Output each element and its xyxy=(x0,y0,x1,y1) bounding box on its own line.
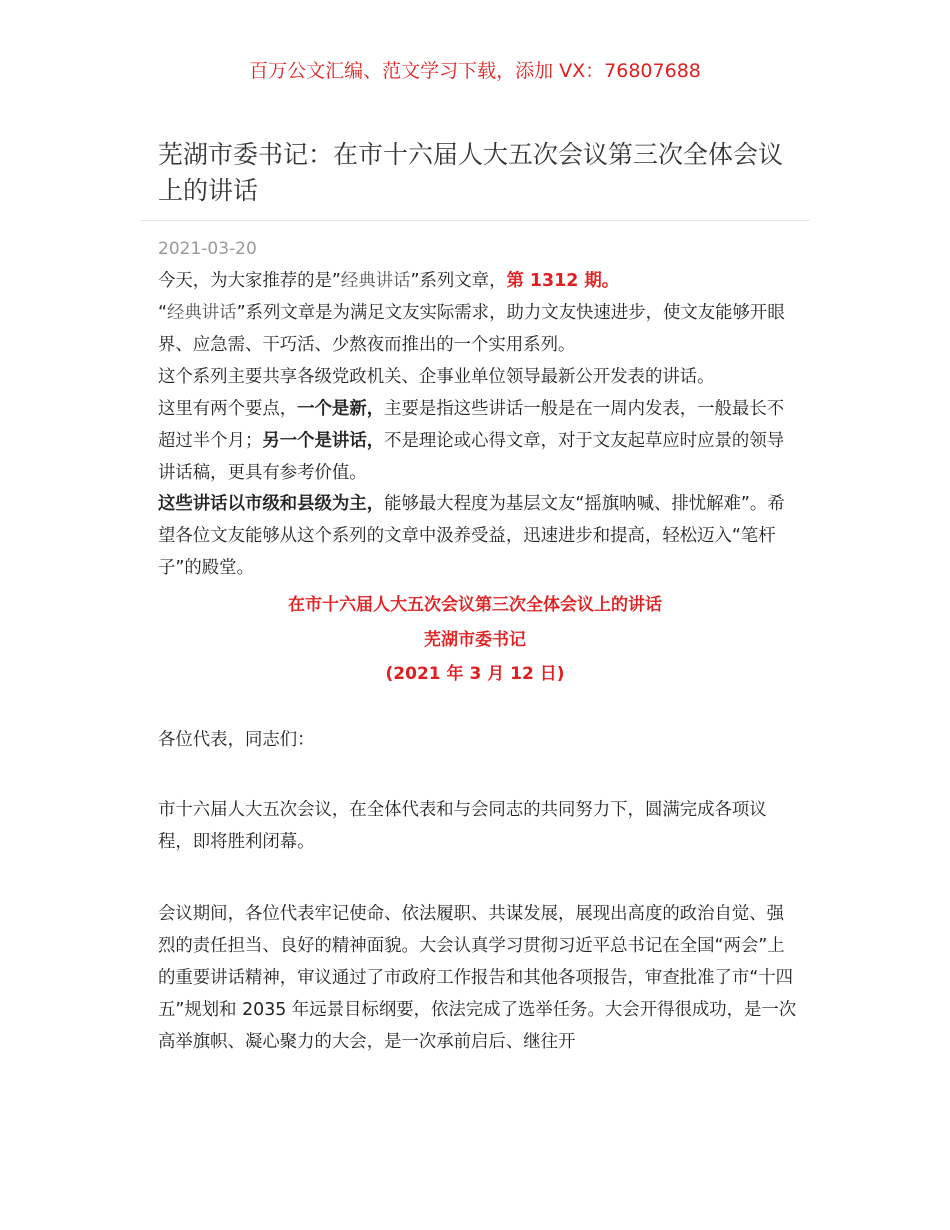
speech-speaker: 芜湖市委书记 xyxy=(424,630,526,650)
title-divider xyxy=(140,220,810,221)
issue-number: 第 1312 期。 xyxy=(506,271,620,291)
promo-banner: 百万公文汇编、范文学习下载，添加 VX：76807688 xyxy=(249,60,701,82)
speech-paragraph-2: 会议期间，各位代表牢记使命、依法履职、共谋发展，展现出高度的政治自觉、强烈的责任担当、良好的精神面貌。大会认真学习贯彻习近平总书记在全国“两会”上的重要讲话精神，审议通过了市政府工作报告和其他各项报告，审查批准了市“十四五”规划和 2035 年远景目标纲要，依法完成了选举任务。大会开得很成功，是一次高举旗帜、凝心聚力的大会，是一次承前启后、继往开 xyxy=(158,904,797,1052)
speech-heading: 在市十六届人大五次会议第三次全体会议上的讲话 xyxy=(288,595,662,615)
publish-date: 2021-03-20 xyxy=(158,239,257,259)
key-point-2: 另一个是讲话， xyxy=(262,431,385,451)
article-title: 芜湖市委书记：在市十六届人大五次会议第三次全体会议上的讲话 xyxy=(158,140,784,205)
intro-paragraph-2 xyxy=(158,297,798,361)
intro-text: ”系列文章是为满足文友实际需求，助力文友快速进步，使文友能够开眼界、应急需、干巧活、少熬夜而推出的一个实用系列。 xyxy=(158,303,785,355)
intro-paragraph-5 xyxy=(158,488,798,584)
intro-text: ”系列文章， xyxy=(410,271,507,291)
speech-salutation: 各位代表，同志们： xyxy=(158,730,315,750)
intro-paragraph-3: 这个系列主要共享各级党政机关、企事业单位领导最新公开发表的讲话。 xyxy=(158,367,715,387)
speech-date: (2021 年 3 月 12 日) xyxy=(385,664,565,684)
series-name: 经典讲话 xyxy=(167,303,237,323)
key-point-3: 这些讲话以市级和县级为主， xyxy=(158,494,385,514)
intro-text: 今天，为大家推荐的是” xyxy=(158,271,341,291)
speech-paragraph-1: 市十六届人大五次会议，在全体代表和与会同志的共同努力下，圆满完成各项议程，即将胜利闭幕。 xyxy=(158,800,767,852)
intro-paragraph-4 xyxy=(158,393,798,489)
intro-text: 主要是指这些讲话一般是在一周内发表，一般最长不超过半个月； xyxy=(158,399,785,451)
key-point-1: 一个是新， xyxy=(297,399,385,419)
intro-text: 不是理论或心得文章，对于文友起草应时应景的领导讲话稿，更具有参考价值。 xyxy=(158,431,785,483)
intro-text: “ xyxy=(158,303,168,323)
intro-text: 能够最大程度为基层文友“摇旗呐喊、排忧解难”。希望各位文友能够从这个系列的文章中汲养受益，迅速进步和提高，轻松迈入“笔杆子”的殿堂。 xyxy=(158,494,785,578)
intro-text: 这里有两个要点， xyxy=(158,399,298,419)
series-name: 经典讲话 xyxy=(340,271,411,291)
intro-paragraph-1 xyxy=(158,265,798,297)
